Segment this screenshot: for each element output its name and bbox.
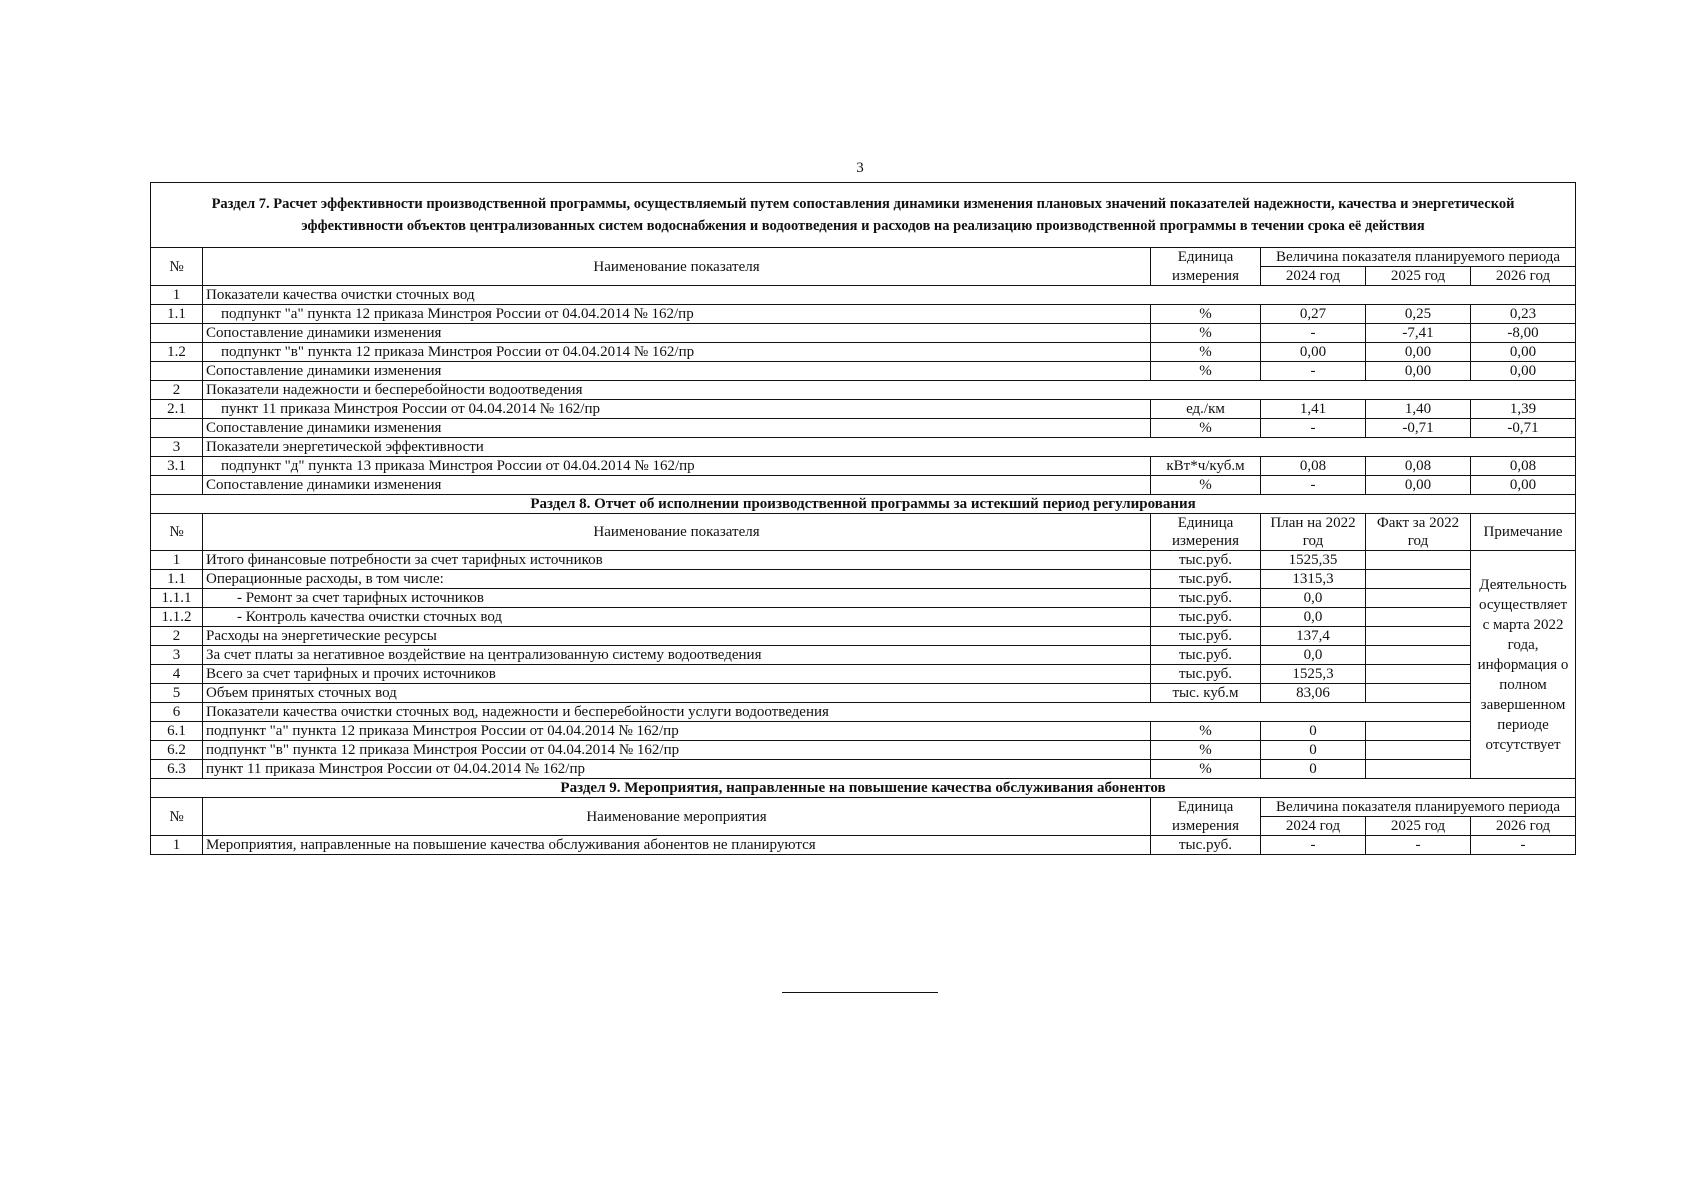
unit-cell: тыс.руб. — [1151, 570, 1261, 589]
section9-name-header: Наименование мероприятия — [203, 798, 1151, 836]
indicator-name: Сопоставление динамики изменения — [203, 362, 1151, 381]
table-row — [151, 438, 1576, 457]
row-number — [151, 362, 203, 381]
report-table-body — [151, 183, 1576, 855]
row-number: 3 — [151, 438, 203, 457]
row-number: 3.1 — [151, 457, 203, 476]
value-cell: - — [1261, 362, 1366, 381]
table-row — [151, 570, 1576, 589]
row-number: 6.3 — [151, 760, 203, 779]
table-row — [151, 836, 1576, 855]
section8-title-row — [151, 495, 1576, 514]
section8-num-header: № — [151, 514, 203, 551]
table-row — [151, 362, 1576, 381]
group-name: Показатели энергетической эффективности — [203, 438, 1576, 457]
indicator-name: подпункт "д" пункта 13 приказа Минстроя России от 04.04.2014 № 162/пр — [203, 457, 1151, 476]
section7-unit-header: Единица — [1151, 248, 1261, 267]
row-number: 1.1 — [151, 305, 203, 324]
indicator-name: Сопоставление динамики изменения — [203, 476, 1151, 495]
row-number: 1.2 — [151, 343, 203, 362]
indicator-name: Расходы на энергетические ресурсы — [203, 627, 1151, 646]
section8-header-row — [151, 514, 1576, 533]
footer-rule — [782, 992, 938, 993]
fact-value — [1366, 760, 1471, 779]
unit-cell: тыс. куб.м — [1151, 684, 1261, 703]
indicator-name: Итого финансовые потребности за счет тарифных источников — [203, 551, 1151, 570]
unit-cell: % — [1151, 362, 1261, 381]
plan-value: 0,0 — [1261, 589, 1366, 608]
section9-unit-header: Единица — [1151, 798, 1261, 817]
plan-value: 1315,3 — [1261, 570, 1366, 589]
row-number: 6.1 — [151, 722, 203, 741]
table-row — [151, 703, 1576, 722]
value-cell: 0,00 — [1366, 476, 1471, 495]
value-cell: 0,08 — [1261, 457, 1366, 476]
measure-name: Мероприятия, направленные на повышение качества обслуживания абонентов не планируются — [203, 836, 1151, 855]
table-row — [151, 305, 1576, 324]
section9-year: 2026 год — [1471, 817, 1576, 836]
unit-cell: % — [1151, 476, 1261, 495]
section9-header-row — [151, 798, 1576, 817]
table-row — [151, 551, 1576, 570]
section7-header-row — [151, 248, 1576, 267]
table-row — [151, 381, 1576, 400]
value-cell: -7,41 — [1366, 324, 1471, 343]
section7-title: Раздел 7. Расчет эффективности производственной программы, осуществляемый путем сопоставления динамики изменения плановых значений показателей надежности, качества и энергетической эффективности объектов централизованных систем водоснабжения и водоотведения и расходов на реализацию производственной программы в течении срока её действия — [151, 183, 1576, 248]
row-number: 1.1.1 — [151, 589, 203, 608]
table-row — [151, 476, 1576, 495]
fact-value — [1366, 741, 1471, 760]
section8-name-header: Наименование показателя — [203, 514, 1151, 551]
section8-unit-header-2: измерения — [1151, 532, 1261, 551]
table-row — [151, 400, 1576, 419]
row-number: 2 — [151, 627, 203, 646]
value-cell: 0,27 — [1261, 305, 1366, 324]
table-row — [151, 608, 1576, 627]
row-number: 2.1 — [151, 400, 203, 419]
unit-cell: % — [1151, 722, 1261, 741]
unit-cell: % — [1151, 324, 1261, 343]
unit-cell: тыс.руб. — [1151, 665, 1261, 684]
table-row — [151, 343, 1576, 362]
section9-period-header: Величина показателя планируемого периода — [1261, 798, 1576, 817]
table-row — [151, 684, 1576, 703]
section7-name-header: Наименование показателя — [203, 248, 1151, 286]
unit-cell: % — [1151, 760, 1261, 779]
plan-value: 0 — [1261, 741, 1366, 760]
indicator-name: - Ремонт за счет тарифных источников — [203, 589, 1151, 608]
page-number: 3 — [856, 160, 864, 176]
table-row — [151, 741, 1576, 760]
value-cell: 0,23 — [1471, 305, 1576, 324]
table-row — [151, 722, 1576, 741]
plan-value: 0,0 — [1261, 646, 1366, 665]
unit-cell: % — [1151, 419, 1261, 438]
section9-year: 2024 год — [1261, 817, 1366, 836]
section8-note: Деятельность осуществляет с марта 2022 года, информация о полном завершенном периоде отсутствует — [1471, 551, 1576, 779]
unit-cell: тыс.руб. — [1151, 608, 1261, 627]
section7-num-header: № — [151, 248, 203, 286]
section9-num-header: № — [151, 798, 203, 836]
unit-cell: тыс.руб. — [1151, 627, 1261, 646]
group-name: Показатели надежности и бесперебойности водоотведения — [203, 381, 1576, 400]
value-cell: 0,25 — [1366, 305, 1471, 324]
value-cell: -0,71 — [1366, 419, 1471, 438]
plan-value: 83,06 — [1261, 684, 1366, 703]
indicator-name: подпункт "а" пункта 12 приказа Минстроя России от 04.04.2014 № 162/пр — [203, 305, 1151, 324]
section9-title: Раздел 9. Мероприятия, направленные на повышение качества обслуживания абонентов — [151, 779, 1576, 798]
plan-value: 1525,35 — [1261, 551, 1366, 570]
indicator-name: - Контроль качества очистки сточных вод — [203, 608, 1151, 627]
indicator-name: пункт 11 приказа Минстроя России от 04.04.2014 № 162/пр — [203, 760, 1151, 779]
plan-value: 1525,3 — [1261, 665, 1366, 684]
section8-plan-header-2: год — [1261, 532, 1366, 551]
row-number: 3 — [151, 646, 203, 665]
indicator-name: Всего за счет тарифных и прочих источников — [203, 665, 1151, 684]
value-cell: 0,08 — [1366, 457, 1471, 476]
indicator-name: подпункт "а" пункта 12 приказа Минстроя России от 04.04.2014 № 162/пр — [203, 722, 1151, 741]
table-row — [151, 286, 1576, 305]
value-cell: 0,08 — [1471, 457, 1576, 476]
value-cell: 1,39 — [1471, 400, 1576, 419]
value-cell: -0,71 — [1471, 419, 1576, 438]
section8-note-header: Примечание — [1471, 514, 1576, 551]
section7-period-header: Величина показателя планируемого периода — [1261, 248, 1576, 267]
report-table — [150, 182, 1576, 855]
fact-value — [1366, 608, 1471, 627]
value-cell: 0,00 — [1471, 343, 1576, 362]
fact-value — [1366, 684, 1471, 703]
indicator-name: Сопоставление динамики изменения — [203, 324, 1151, 343]
unit-cell: ед./км — [1151, 400, 1261, 419]
unit-cell: кВт*ч/куб.м — [1151, 457, 1261, 476]
table-row — [151, 324, 1576, 343]
section8-fact-header-2: год — [1366, 532, 1471, 551]
section9-year: 2025 год — [1366, 817, 1471, 836]
unit-cell: % — [1151, 305, 1261, 324]
table-row — [151, 627, 1576, 646]
table-row — [151, 419, 1576, 438]
row-number: 1 — [151, 836, 203, 855]
section9-unit-header-2: измерения — [1151, 817, 1261, 836]
value-cell: -8,00 — [1471, 324, 1576, 343]
row-number: 1.1 — [151, 570, 203, 589]
plan-value: 0 — [1261, 722, 1366, 741]
value-cell: 0,00 — [1366, 362, 1471, 381]
row-number: 1 — [151, 286, 203, 305]
section8-fact-header: Факт за 2022 — [1366, 514, 1471, 533]
value-cell: - — [1261, 476, 1366, 495]
unit-cell: тыс.руб. — [1151, 836, 1261, 855]
section7-title-row — [151, 183, 1576, 248]
fact-value — [1366, 589, 1471, 608]
plan-value: 137,4 — [1261, 627, 1366, 646]
value-cell: - — [1261, 419, 1366, 438]
value-cell: 1,41 — [1261, 400, 1366, 419]
value-cell: - — [1366, 836, 1471, 855]
indicator-name: подпункт "в" пункта 12 приказа Минстроя России от 04.04.2014 № 162/пр — [203, 343, 1151, 362]
table-row — [151, 646, 1576, 665]
value-cell: 0,00 — [1366, 343, 1471, 362]
row-number: 2 — [151, 381, 203, 400]
fact-value — [1366, 551, 1471, 570]
value-cell: 0,00 — [1471, 362, 1576, 381]
fact-value — [1366, 646, 1471, 665]
section8-plan-header: План на 2022 — [1261, 514, 1366, 533]
indicator-name: За счет платы за негативное воздействие на централизованную систему водоотведения — [203, 646, 1151, 665]
unit-cell: тыс.руб. — [1151, 589, 1261, 608]
unit-cell: % — [1151, 343, 1261, 362]
row-number: 1 — [151, 551, 203, 570]
value-cell: - — [1471, 836, 1576, 855]
section9-title-row — [151, 779, 1576, 798]
unit-cell: % — [1151, 741, 1261, 760]
value-cell: - — [1261, 324, 1366, 343]
indicator-name: Операционные расходы, в том числе: — [203, 570, 1151, 589]
row-number — [151, 324, 203, 343]
table-row — [151, 760, 1576, 779]
table-row — [151, 589, 1576, 608]
document-body — [150, 182, 1575, 855]
plan-value: 0 — [1261, 760, 1366, 779]
table-row — [151, 457, 1576, 476]
fact-value — [1366, 627, 1471, 646]
section8-title: Раздел 8. Отчет об исполнении производственной программы за истекший период регулирования — [151, 495, 1576, 514]
indicator-name: Объем принятых сточных вод — [203, 684, 1151, 703]
row-number: 4 — [151, 665, 203, 684]
row-number: 6.2 — [151, 741, 203, 760]
row-number: 1.1.2 — [151, 608, 203, 627]
fact-value — [1366, 570, 1471, 589]
group-name: Показатели качества очистки сточных вод, надежности и бесперебойности услуги водоотведения — [203, 703, 1471, 722]
unit-cell: тыс.руб. — [1151, 551, 1261, 570]
fact-value — [1366, 665, 1471, 684]
value-cell: 1,40 — [1366, 400, 1471, 419]
value-cell: 0,00 — [1261, 343, 1366, 362]
section7-year-2024: 2024 год — [1261, 267, 1366, 286]
value-cell: - — [1261, 836, 1366, 855]
row-number — [151, 476, 203, 495]
row-number: 5 — [151, 684, 203, 703]
row-number — [151, 419, 203, 438]
section7-unit-header-2: измерения — [1151, 267, 1261, 286]
table-row — [151, 665, 1576, 684]
indicator-name: пункт 11 приказа Минстроя России от 04.04.2014 № 162/пр — [203, 400, 1151, 419]
plan-value: 0,0 — [1261, 608, 1366, 627]
value-cell: 0,00 — [1471, 476, 1576, 495]
indicator-name: Сопоставление динамики изменения — [203, 419, 1151, 438]
fact-value — [1366, 722, 1471, 741]
group-name: Показатели качества очистки сточных вод — [203, 286, 1576, 305]
row-number: 6 — [151, 703, 203, 722]
unit-cell: тыс.руб. — [1151, 646, 1261, 665]
section8-unit-header: Единица — [1151, 514, 1261, 533]
section7-year-2025: 2025 год — [1366, 267, 1471, 286]
indicator-name: подпункт "в" пункта 12 приказа Минстроя России от 04.04.2014 № 162/пр — [203, 741, 1151, 760]
section7-year-2026: 2026 год — [1471, 267, 1576, 286]
